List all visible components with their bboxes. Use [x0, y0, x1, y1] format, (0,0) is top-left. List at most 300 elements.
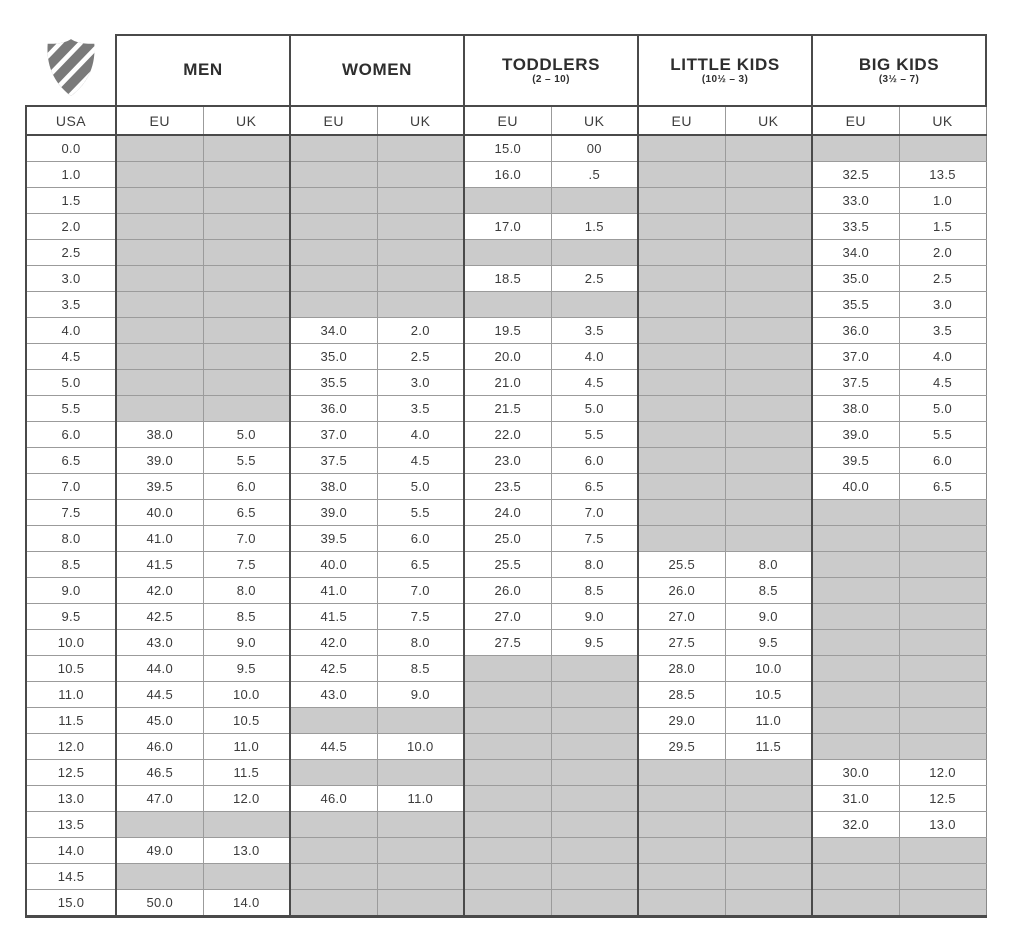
table-row [26, 448, 986, 474]
size-cell [812, 578, 899, 604]
size-cell [725, 760, 812, 786]
size-cell [638, 370, 725, 396]
size-cell [812, 135, 899, 162]
size-cell: 46.5 [116, 760, 203, 786]
size-cell: 30.0 [812, 760, 899, 786]
table-row [26, 370, 986, 396]
usa-size-cell: 7.0 [26, 474, 116, 500]
size-cell: 24.0 [464, 500, 551, 526]
size-cell [551, 188, 638, 214]
size-cell [725, 474, 812, 500]
size-cell [899, 682, 986, 708]
usa-size-cell: 13.0 [26, 786, 116, 812]
size-cell [290, 214, 377, 240]
size-cell [638, 500, 725, 526]
size-cell: 22.0 [464, 422, 551, 448]
size-cell: 4.0 [551, 344, 638, 370]
usa-size-cell: 8.0 [26, 526, 116, 552]
size-cell [812, 734, 899, 760]
size-cell: 39.0 [290, 500, 377, 526]
size-cell: 43.0 [290, 682, 377, 708]
size-cell [725, 396, 812, 422]
size-cell [464, 864, 551, 890]
size-cell: 37.5 [812, 370, 899, 396]
size-cell: 27.0 [638, 604, 725, 630]
size-cell [290, 890, 377, 917]
table-row [26, 604, 986, 630]
table-row [26, 266, 986, 292]
size-cell [638, 838, 725, 864]
size-cell [725, 344, 812, 370]
size-cell [812, 838, 899, 864]
size-cell: 4.5 [551, 370, 638, 396]
size-cell: 45.0 [116, 708, 203, 734]
table-row [26, 864, 986, 890]
size-cell: 26.0 [464, 578, 551, 604]
size-cell [725, 812, 812, 838]
size-cell [551, 734, 638, 760]
size-cell: 5.5 [551, 422, 638, 448]
size-cell [638, 344, 725, 370]
size-cell: 9.0 [203, 630, 290, 656]
table-row [26, 162, 986, 188]
size-cell [464, 890, 551, 917]
table-row [26, 526, 986, 552]
size-cell: 44.5 [290, 734, 377, 760]
size-cell: 8.0 [377, 630, 464, 656]
size-cell [203, 162, 290, 188]
size-cell: 50.0 [116, 890, 203, 917]
size-cell: 5.0 [551, 396, 638, 422]
size-cell [725, 214, 812, 240]
size-cell: 23.0 [464, 448, 551, 474]
group-header-men [116, 35, 290, 106]
size-cell [377, 135, 464, 162]
table-row [26, 318, 986, 344]
usa-size-cell: 15.0 [26, 890, 116, 917]
size-cell: 6.0 [551, 448, 638, 474]
usa-column-header: USA [26, 106, 116, 135]
size-cell: 39.5 [116, 474, 203, 500]
size-cell: 27.0 [464, 604, 551, 630]
size-cell [725, 135, 812, 162]
size-cell: 10.0 [203, 682, 290, 708]
table-row [26, 214, 986, 240]
size-cell [812, 890, 899, 917]
size-column-header: EU [638, 106, 725, 135]
size-cell: 3.0 [899, 292, 986, 318]
size-cell [812, 656, 899, 682]
size-cell: 7.5 [203, 552, 290, 578]
size-cell [725, 162, 812, 188]
size-cell [203, 318, 290, 344]
size-cell [377, 292, 464, 318]
table-row [26, 240, 986, 266]
size-cell [377, 708, 464, 734]
group-label: BIG KIDS [858, 54, 940, 74]
group-label: WOMEN [342, 60, 413, 80]
size-cell: 5.5 [377, 500, 464, 526]
size-cell: 5.5 [203, 448, 290, 474]
group-header-row [26, 35, 986, 106]
size-cell [464, 812, 551, 838]
usa-size-cell: 6.5 [26, 448, 116, 474]
size-cell: 36.0 [812, 318, 899, 344]
size-cell [638, 422, 725, 448]
size-cell [899, 864, 986, 890]
size-cell [638, 474, 725, 500]
size-cell: 3.5 [551, 318, 638, 344]
size-cell [899, 734, 986, 760]
table-row [26, 292, 986, 318]
size-cell: 37.0 [812, 344, 899, 370]
table-row [26, 135, 986, 162]
size-cell [290, 812, 377, 838]
size-cell [638, 292, 725, 318]
size-cell: 47.0 [116, 786, 203, 812]
size-cell [116, 214, 203, 240]
size-cell [899, 135, 986, 162]
size-cell: 4.0 [899, 344, 986, 370]
size-cell [899, 838, 986, 864]
size-cell: 2.0 [899, 240, 986, 266]
size-cell: 27.5 [464, 630, 551, 656]
size-cell: 8.5 [551, 578, 638, 604]
size-cell: 12.5 [899, 786, 986, 812]
size-cell [203, 370, 290, 396]
size-cell: 41.5 [116, 552, 203, 578]
table-row [26, 552, 986, 578]
size-cell [203, 344, 290, 370]
size-cell [290, 188, 377, 214]
size-cell: 31.0 [812, 786, 899, 812]
size-cell: .5 [551, 162, 638, 188]
size-cell: 8.0 [203, 578, 290, 604]
size-column-header: UK [377, 106, 464, 135]
size-cell: 28.5 [638, 682, 725, 708]
size-cell [377, 760, 464, 786]
usa-size-cell: 14.5 [26, 864, 116, 890]
size-cell: 33.0 [812, 188, 899, 214]
group-header-big-kids [812, 35, 986, 106]
size-cell: 6.0 [899, 448, 986, 474]
size-cell: 4.0 [377, 422, 464, 448]
size-cell: 41.0 [116, 526, 203, 552]
size-cell: 39.5 [812, 448, 899, 474]
size-cell: 40.0 [116, 500, 203, 526]
size-conversion-table [25, 34, 987, 918]
group-label: TODDLERS [502, 54, 601, 74]
group-label: LITTLE KIDS [670, 54, 780, 74]
size-cell [116, 266, 203, 292]
size-cell [725, 864, 812, 890]
size-cell [464, 760, 551, 786]
size-cell: 1.5 [551, 214, 638, 240]
group-label: MEN [183, 60, 223, 80]
size-cell: 10.0 [725, 656, 812, 682]
size-cell [899, 656, 986, 682]
size-cell [290, 760, 377, 786]
size-cell [203, 266, 290, 292]
size-cell: 6.0 [377, 526, 464, 552]
size-cell: 35.5 [812, 292, 899, 318]
size-cell [377, 266, 464, 292]
size-cell [464, 240, 551, 266]
table-row [26, 630, 986, 656]
size-cell: 11.5 [725, 734, 812, 760]
size-cell [377, 890, 464, 917]
usa-size-cell: 13.5 [26, 812, 116, 838]
size-cell [464, 708, 551, 734]
size-cell [725, 448, 812, 474]
size-cell: 21.5 [464, 396, 551, 422]
size-cell: 40.0 [812, 474, 899, 500]
size-cell: 4.5 [377, 448, 464, 474]
table-row [26, 786, 986, 812]
usa-size-cell: 4.5 [26, 344, 116, 370]
size-cell: 23.5 [464, 474, 551, 500]
size-cell: 9.0 [725, 604, 812, 630]
size-cell [638, 266, 725, 292]
size-cell [638, 396, 725, 422]
size-cell [203, 240, 290, 266]
size-cell [725, 786, 812, 812]
usa-size-cell: 14.0 [26, 838, 116, 864]
table-row [26, 838, 986, 864]
size-cell: 9.5 [725, 630, 812, 656]
size-cell [377, 838, 464, 864]
size-cell: 28.0 [638, 656, 725, 682]
size-cell [899, 604, 986, 630]
size-cell: 00 [551, 135, 638, 162]
size-cell: 5.0 [899, 396, 986, 422]
size-cell [551, 838, 638, 864]
size-cell: 20.0 [464, 344, 551, 370]
size-cell [899, 890, 986, 917]
size-cell [638, 188, 725, 214]
size-cell: 11.0 [203, 734, 290, 760]
group-header-little-kids [638, 35, 812, 106]
size-cell [203, 214, 290, 240]
size-cell: 9.5 [203, 656, 290, 682]
size-cell [551, 760, 638, 786]
table-row [26, 422, 986, 448]
size-cell [464, 734, 551, 760]
size-cell [899, 708, 986, 734]
size-cell [638, 135, 725, 162]
size-column-header: EU [290, 106, 377, 135]
size-cell: 10.5 [203, 708, 290, 734]
size-column-header: UK [203, 106, 290, 135]
column-header-row [26, 106, 986, 135]
size-cell [551, 890, 638, 917]
size-column-header: UK [551, 106, 638, 135]
size-cell: 5.0 [203, 422, 290, 448]
size-cell: 38.0 [116, 422, 203, 448]
size-cell [464, 786, 551, 812]
size-cell [725, 526, 812, 552]
size-cell: 17.0 [464, 214, 551, 240]
size-cell [725, 240, 812, 266]
size-cell: 13.5 [899, 162, 986, 188]
table-row [26, 760, 986, 786]
size-cell [812, 500, 899, 526]
size-cell: 42.5 [116, 604, 203, 630]
size-cell [116, 344, 203, 370]
size-cell: 29.5 [638, 734, 725, 760]
size-cell: 1.0 [899, 188, 986, 214]
size-cell [203, 396, 290, 422]
size-cell [638, 162, 725, 188]
size-cell [377, 188, 464, 214]
size-cell: 34.0 [290, 318, 377, 344]
usa-size-cell: 3.5 [26, 292, 116, 318]
size-cell: 38.0 [290, 474, 377, 500]
size-cell: 5.0 [377, 474, 464, 500]
size-cell: 29.0 [638, 708, 725, 734]
size-column-header: UK [725, 106, 812, 135]
size-cell: 3.5 [899, 318, 986, 344]
size-cell: 25.5 [464, 552, 551, 578]
size-cell: 11.5 [203, 760, 290, 786]
size-cell: 11.0 [377, 786, 464, 812]
size-cell: 6.5 [551, 474, 638, 500]
size-cell [551, 240, 638, 266]
size-cell [116, 370, 203, 396]
size-cell [725, 318, 812, 344]
usa-size-cell: 1.5 [26, 188, 116, 214]
size-table-body [26, 135, 986, 917]
size-cell: 44.0 [116, 656, 203, 682]
size-cell: 42.5 [290, 656, 377, 682]
size-cell [812, 864, 899, 890]
size-column-header: EU [116, 106, 203, 135]
size-cell: 34.0 [812, 240, 899, 266]
size-cell [812, 682, 899, 708]
table-row [26, 396, 986, 422]
logo-cell [26, 35, 116, 106]
size-cell: 49.0 [116, 838, 203, 864]
usa-size-cell: 9.0 [26, 578, 116, 604]
size-cell [203, 292, 290, 318]
size-cell: 39.0 [116, 448, 203, 474]
size-cell: 21.0 [464, 370, 551, 396]
size-cell [899, 578, 986, 604]
k-swiss-shield-logo [43, 37, 99, 99]
size-cell [638, 526, 725, 552]
size-cell: 14.0 [203, 890, 290, 917]
size-cell [812, 526, 899, 552]
size-cell: 46.0 [116, 734, 203, 760]
size-cell: 2.5 [551, 266, 638, 292]
size-cell [551, 292, 638, 318]
usa-size-cell: 11.5 [26, 708, 116, 734]
size-cell [812, 604, 899, 630]
size-cell: 25.5 [638, 552, 725, 578]
size-cell [725, 370, 812, 396]
size-cell: 7.5 [377, 604, 464, 630]
table-row [26, 812, 986, 838]
size-cell [377, 162, 464, 188]
size-cell [116, 240, 203, 266]
size-cell [638, 786, 725, 812]
size-cell: 38.0 [812, 396, 899, 422]
size-cell [377, 240, 464, 266]
size-cell: 7.0 [551, 500, 638, 526]
size-cell [638, 760, 725, 786]
size-cell [899, 630, 986, 656]
size-cell [464, 292, 551, 318]
usa-size-cell: 1.0 [26, 162, 116, 188]
size-cell: 6.5 [377, 552, 464, 578]
size-cell: 25.0 [464, 526, 551, 552]
table-row [26, 578, 986, 604]
size-cell: 42.0 [290, 630, 377, 656]
size-cell [116, 188, 203, 214]
table-row [26, 656, 986, 682]
size-cell: 5.5 [899, 422, 986, 448]
size-cell [377, 214, 464, 240]
size-cell: 7.0 [377, 578, 464, 604]
size-cell [290, 864, 377, 890]
table-row [26, 734, 986, 760]
size-cell: 8.0 [551, 552, 638, 578]
size-cell [290, 240, 377, 266]
size-cell: 12.0 [899, 760, 986, 786]
size-cell [638, 214, 725, 240]
usa-size-cell: 10.5 [26, 656, 116, 682]
size-cell [638, 240, 725, 266]
size-cell: 1.5 [899, 214, 986, 240]
size-cell: 11.0 [725, 708, 812, 734]
size-cell: 37.5 [290, 448, 377, 474]
size-cell [203, 864, 290, 890]
size-cell: 9.0 [377, 682, 464, 708]
size-cell: 9.5 [551, 630, 638, 656]
size-cell [377, 812, 464, 838]
size-cell [725, 422, 812, 448]
size-cell [464, 188, 551, 214]
size-cell [116, 812, 203, 838]
size-cell: 2.0 [377, 318, 464, 344]
size-cell [638, 864, 725, 890]
size-cell: 35.0 [812, 266, 899, 292]
size-cell: 10.0 [377, 734, 464, 760]
size-cell [203, 812, 290, 838]
size-cell [464, 838, 551, 864]
usa-size-cell: 12.5 [26, 760, 116, 786]
table-row [26, 682, 986, 708]
usa-size-cell: 11.0 [26, 682, 116, 708]
size-cell: 41.5 [290, 604, 377, 630]
size-cell: 7.5 [551, 526, 638, 552]
size-cell: 19.5 [464, 318, 551, 344]
size-cell [290, 838, 377, 864]
usa-size-cell: 6.0 [26, 422, 116, 448]
usa-size-cell: 5.0 [26, 370, 116, 396]
size-cell: 33.5 [812, 214, 899, 240]
size-column-header: UK [899, 106, 986, 135]
size-cell: 16.0 [464, 162, 551, 188]
size-cell [638, 318, 725, 344]
size-cell [290, 708, 377, 734]
size-cell: 46.0 [290, 786, 377, 812]
size-cell [812, 708, 899, 734]
size-cell: 40.0 [290, 552, 377, 578]
table-row [26, 188, 986, 214]
size-cell: 10.5 [725, 682, 812, 708]
size-cell [638, 448, 725, 474]
